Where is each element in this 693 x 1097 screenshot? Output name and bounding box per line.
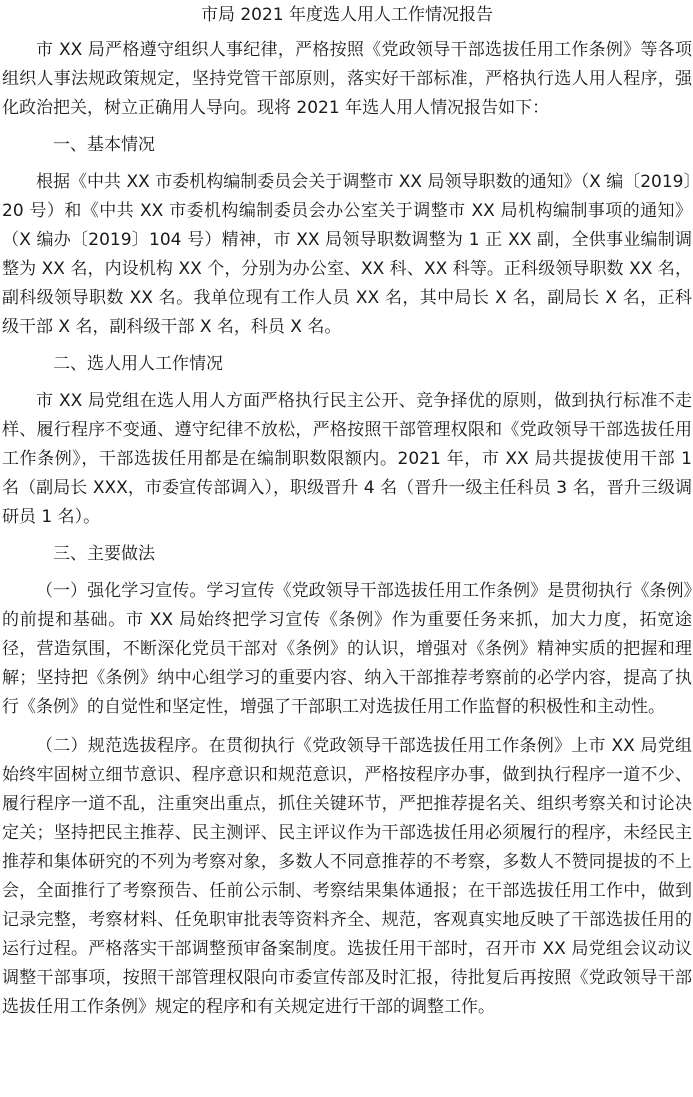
section-heading-practices: 三、主要做法 (53, 544, 155, 564)
section-heading-selection: 二、选人用人工作情况 (53, 354, 223, 374)
section-basic-paragraph: 根据《中共 XX 市委机构编制委员会关于调整市 XX 局领导职数的通知》（X 编〔2019〕20 号）和《中共 XX 市委机构编制委员会办公室关于调整市 XX 局机构编制事项的通知》（X 编办〔2019〕104 号）精神，市 XX 局领导职数调整为 1 正 XX 副，全供事业编制调整为 XX 名，内设机构 XX 个，分别为办公室、XX 科、XX 科等。正科级领导职数 XX 名，副科级领导职数 XX 名。我单位现有工作人员 XX 名，其中局长 X 名，副局长 X 名，正科级干部 X 名，副科级干部 X 名，科员 X 名。 (2, 172, 692, 337)
practice-item-study: （一）强化学习宣传。学习宣传《党政领导干部选拔任用工作条例》是贯彻执行《条例》的前提和基础。市 XX 局始终把学习宣传《条例》作为重要任务来抓，加大力度，拓宽途径，营造氛围，不断深化党员干部对《条例》的认识，增强对《条例》精神实质的把握和理解；坚持把《条例》纳中心组学习的重要内容、纳入干部推荐考察前的必学内容，提高了执行《条例》的自觉性和坚定性，增强了干部职工对选拔任用工作监督的积极性和主动性。 (2, 581, 692, 717)
section-selection-paragraph: 市 XX 局党组在选人用人方面严格执行民主公开、竞争择优的原则，做到执行标准不走样、履行程序不变通、遵守纪律不放松，严格按照干部管理权限和《党政领导干部选拔任用工作条例》，干部选拔任用都是在编制职数限额内。2021 年，市 XX 局共提拔使用干部 1 名（副局长 XXX，市委宣传部调入），职级晋升 4 名（晋升一级主任科员 3 名，晋升三级调研员 1 名）。 (2, 391, 692, 527)
intro-paragraph: 市 XX 局严格遵守组织人事纪律，严格按照《党政领导干部选拔任用工作条例》等各项组织人事法规政策规定，坚持党管干部原则，落实好干部标准，严格执行选人用人程序，强化政治把关，树立正确用人导向。现将 2021 年选人用人情况报告如下： (2, 40, 692, 118)
practice-item-procedure: （二）规范选拔程序。在贯彻执行《党政领导干部选拔任用工作条例》上市 XX 局党组始终牢固树立细节意识、程序意识和规范意识，严格按程序办事，做到执行程序一道不少、履行程序一道不乱，注重突出重点，抓住关键环节，严把推荐提名关、组织考察关和讨论决定关；坚持把民主推荐、民主测评、民主评议作为干部选拔任用必须履行的程序，未经民主推荐和集体研究的不列为考察对象，多数人不同意推荐的不考察，多数人不赞同提拔的不上会，全面推行了考察预告、任前公示制、考察结果集体通报；在干部选拔任用工作中，做到记录完整，考察材料、任免职审批表等资料齐全、规范，客观真实地反映了干部选拔任用的运行过程。严格落实干部调整预审备案制度。选拔任用干部时，召开市 XX 局党组会议动议调整干部事项，按照干部管理权限向市委宣传部及时汇报，待批复后再按照《党政领导干部选拔任用工作条例》规定的程序和有关规定进行干部的调整工作。 (2, 736, 692, 1017)
section-heading-basic: 一、基本情况 (53, 135, 155, 155)
document-title: 市局 2021 年度选人用人工作情况报告 (200, 5, 494, 25)
